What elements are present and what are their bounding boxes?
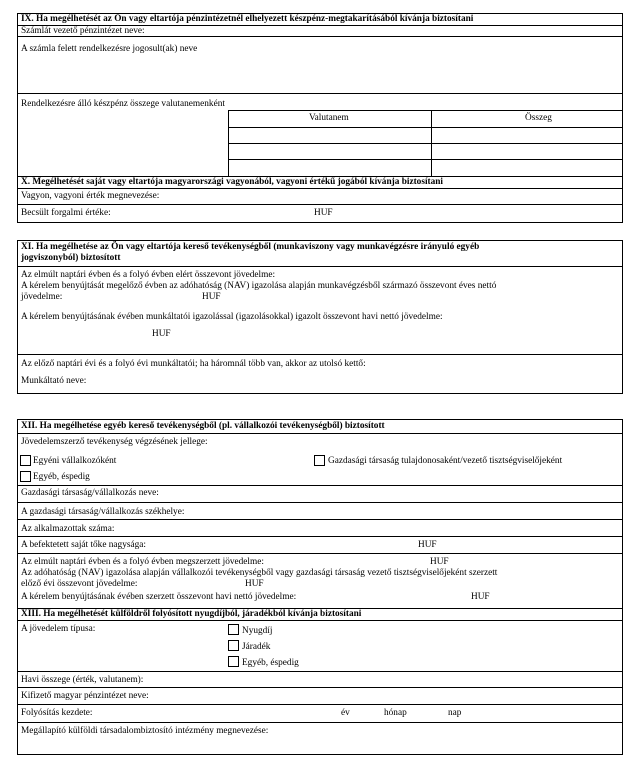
other-activity-checkbox[interactable] — [20, 471, 31, 482]
other-activity-label: Egyéb, éspedig — [33, 472, 90, 482]
business-income-currency: HUF — [430, 557, 449, 567]
annuity-label: Járadék — [242, 642, 271, 652]
currency-table-line — [229, 143, 622, 144]
company-name-label: Gazdasági társaság/vállalkozás neve: — [21, 488, 159, 498]
monthly-business-income-label: A kérelem benyújtásának évében szerzett összevont havi nettó jövedelme: — [21, 592, 297, 602]
section-ix-title: IX. Ha megélhetését az Ön vagy eltartója pénzintézetnél elhelyezett készpénz-megtakarításából kívánja biztosítani — [21, 14, 474, 24]
currency-table-line — [229, 127, 622, 128]
company-owner-checkbox[interactable] — [314, 455, 325, 466]
payment-start-row[interactable] — [18, 704, 622, 722]
combined-income-label: Az elmúlt naptári évben és a folyó évben elért összevont jövedelme: — [21, 270, 276, 280]
market-value-currency: HUF — [314, 208, 333, 218]
section-x-header — [18, 176, 622, 188]
company-seat-row[interactable] — [18, 502, 622, 519]
currency-column-header: Valutanem — [309, 113, 349, 123]
income-type-row — [18, 620, 622, 671]
section-xi — [17, 240, 623, 394]
bank-name-row[interactable] — [18, 25, 622, 36]
section-x-title: X. Megélhetését saját vagy eltartója magyarországi vagyonából, vagyoni értékű jogából kívánja biztosítani — [21, 177, 444, 187]
capital-label: A befektetett saját tőke nagysága: — [21, 540, 146, 550]
account-holder-row[interactable] — [18, 36, 622, 93]
market-value-row[interactable] — [18, 204, 622, 222]
pension-label: Nyugdíj — [242, 626, 273, 636]
nav-income-currency: HUF — [202, 292, 221, 302]
asset-name-label: Vagyon, vagyoni érték megnevezése: — [21, 191, 160, 201]
section-xiii-title: XIII. Ha megélhetését külföldről folyósított nyugdíjból, járadékból kívánja biztosítani — [21, 609, 362, 619]
currency-table-line — [229, 159, 622, 160]
cash-amount-row — [18, 93, 622, 176]
sole-trader-label: Egyéni vállalkozóként — [33, 456, 117, 466]
nav-certified-income-label-cont: jövedelme: — [21, 292, 63, 302]
asset-name-row[interactable] — [18, 188, 622, 204]
institution-row[interactable] — [18, 722, 622, 754]
account-holder-label: A számla felett rendelkezésre jogosult(ak) neve — [21, 44, 198, 54]
section-xi-title-line2: jogviszonyból) biztosított — [21, 253, 121, 263]
monthly-net-income-currency: HUF — [152, 329, 171, 339]
monthly-net-income-label: A kérelem benyújtásának évében munkáltatói igazolással (igazolásokkal) igazolt összevont havi nettó jövedelme: — [21, 312, 443, 322]
nav-business-income-label: Az adóhatóság (NAV) igazolása alapján vállalkozói tevékenységből vagy gazdasági társaság vezető tisztségviselőjeként szerzett — [21, 568, 498, 578]
payer-bank-label: Kifizető magyar pénzintézet neve: — [21, 691, 149, 701]
employers-label: Az előző naptári évi és a folyó évi munkáltatói; ha háromnál több van, akkor az utolsó kettő: — [21, 359, 366, 369]
pension-checkbox[interactable] — [228, 624, 239, 635]
activity-nature-label: Jövedelemszerző tevékenység végzésének jellege: — [21, 437, 208, 447]
payment-start-month: hónap — [384, 708, 407, 718]
section-xi-header — [18, 241, 622, 266]
payment-start-label: Folyósítás kezdete: — [21, 708, 93, 718]
employees-label: Az alkalmazottak száma: — [21, 524, 115, 534]
income-type-label: A jövedelem típusa: — [21, 624, 96, 634]
other-income-label: Egyéb, éspedig — [242, 658, 299, 668]
company-owner-label: Gazdasági társaság tulajdonosaként/vezető tisztségviselőjeként — [328, 456, 563, 466]
section-xii-title: XII. Ha megélhetése egyéb kereső tevékenységből (pl. vállalkozói tevékenységből) biztosított — [21, 421, 385, 431]
section-ix-header — [18, 14, 622, 25]
section-xiii-header — [18, 608, 622, 620]
employees-row[interactable] — [18, 519, 622, 536]
payer-bank-row[interactable] — [18, 687, 622, 704]
business-income-label: Az elmúlt naptári évben és a folyó évben megszerzett jövedelme: — [21, 557, 264, 567]
sole-trader-checkbox[interactable] — [20, 455, 31, 466]
employer-name-label: Munkáltató neve: — [21, 376, 87, 386]
nav-business-income-currency: HUF — [245, 579, 264, 589]
annuity-checkbox[interactable] — [228, 640, 239, 651]
capital-currency: HUF — [418, 540, 437, 550]
monthly-business-income-currency: HUF — [471, 592, 490, 602]
other-income-checkbox[interactable] — [228, 656, 239, 667]
nav-business-income-label-cont: előző évi összevont jövedelme: — [21, 579, 138, 589]
payment-start-year: év — [341, 708, 350, 718]
company-name-row[interactable] — [18, 485, 622, 502]
nav-certified-income-label: A kérelem benyújtását megelőző évben az adóhatóság (NAV) igazolása alapján munkavégzésből származó összevont éves nettó — [21, 281, 497, 291]
employers-row[interactable] — [18, 354, 622, 393]
capital-row[interactable] — [18, 536, 622, 553]
section-xi-title-line1: XI. Ha megélhetése az Ön vagy eltartója kereső tevékenységből (munkaviszony vagy munkavégzésre irányuló egyéb — [21, 242, 480, 252]
amount-column-header: Összeg — [525, 113, 552, 123]
monthly-amount-row[interactable] — [18, 671, 622, 687]
business-income-row — [18, 553, 622, 608]
institution-label: Megállapító külföldi társadalombiztosító intézmény megnevezése: — [21, 726, 269, 736]
employment-income-row — [18, 266, 622, 354]
section-xii-xiii — [17, 419, 623, 755]
currency-table — [228, 110, 622, 176]
payment-start-day: nap — [448, 708, 462, 718]
monthly-amount-label: Havi összege (érték, valutanem): — [21, 675, 144, 685]
section-ix-x — [17, 13, 623, 223]
section-xii-header — [18, 420, 622, 433]
cash-amount-label: Rendelkezésre álló készpénz összege valutanemenként — [21, 99, 225, 109]
bank-name-label: Számlát vezető pénzintézet neve: — [21, 26, 145, 36]
market-value-label: Becsült forgalmi értéke: — [21, 208, 111, 218]
activity-nature-row — [18, 433, 622, 485]
company-seat-label: A gazdasági társaság/vállalkozás székhelye: — [21, 507, 185, 517]
